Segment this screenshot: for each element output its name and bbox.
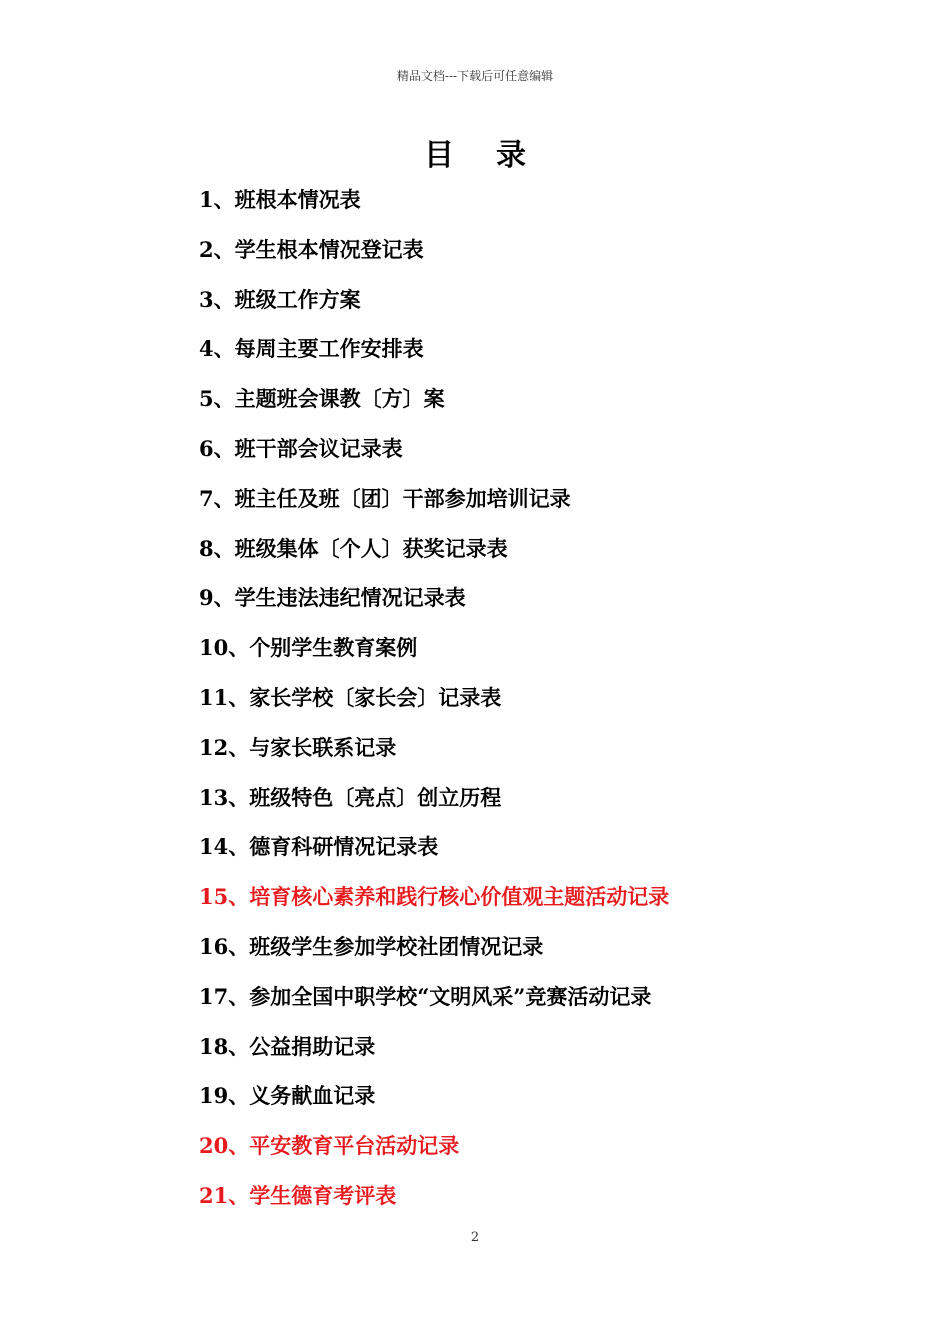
toc-item: 7、班主任及班〔团〕干部参加培训记录 <box>199 485 571 511</box>
toc-item-highlighted: 20、平安教育平台活动记录 <box>199 1133 460 1159</box>
toc-item: 19、义务献血记录 <box>199 1083 376 1109</box>
toc-item: 16、班级学生参加学校社团情况记录 <box>199 933 544 959</box>
toc-item: 3、班级工作方案 <box>199 286 361 312</box>
title-char-1: 目 <box>424 138 454 173</box>
toc-item-highlighted: 21、学生德育考评表 <box>199 1182 397 1208</box>
toc-item: 13、班级特色〔亮点〕创立历程 <box>199 784 502 810</box>
toc-item: 1、班根本情况表 <box>199 187 361 212</box>
toc-item: 8、班级集体〔个人〕获奖记录表 <box>199 535 508 561</box>
toc-item-highlighted: 15、培育核心素养和践行核心价值观主题活动记录 <box>199 884 670 910</box>
title-char-2: 录 <box>496 138 526 173</box>
page-number: 2 <box>470 1230 480 1245</box>
toc-item: 17、参加全国中职学校“文明风采”竞赛活动记录 <box>199 983 652 1009</box>
table-of-contents <box>199 184 669 1230</box>
page-header: 精品文档---下载后可任意编辑 <box>396 69 554 83</box>
toc-item: 2、学生根本情况登记表 <box>199 236 424 262</box>
toc-item: 12、与家长联系记录 <box>199 734 397 760</box>
toc-item: 4、每周主要工作安排表 <box>199 336 424 362</box>
toc-item: 10、个别学生教育案例 <box>199 635 418 661</box>
toc-item: 14、德育科研情况记录表 <box>199 834 439 860</box>
toc-item: 5、主题班会课教〔方〕案 <box>199 386 445 412</box>
page-title <box>0 130 950 174</box>
toc-item: 18、公益捐助记录 <box>199 1033 376 1059</box>
toc-item: 9、学生违法违纪情况记录表 <box>199 585 466 611</box>
toc-item: 11、家长学校〔家长会〕记录表 <box>199 684 502 710</box>
toc-item: 6、班干部会议记录表 <box>199 435 403 461</box>
